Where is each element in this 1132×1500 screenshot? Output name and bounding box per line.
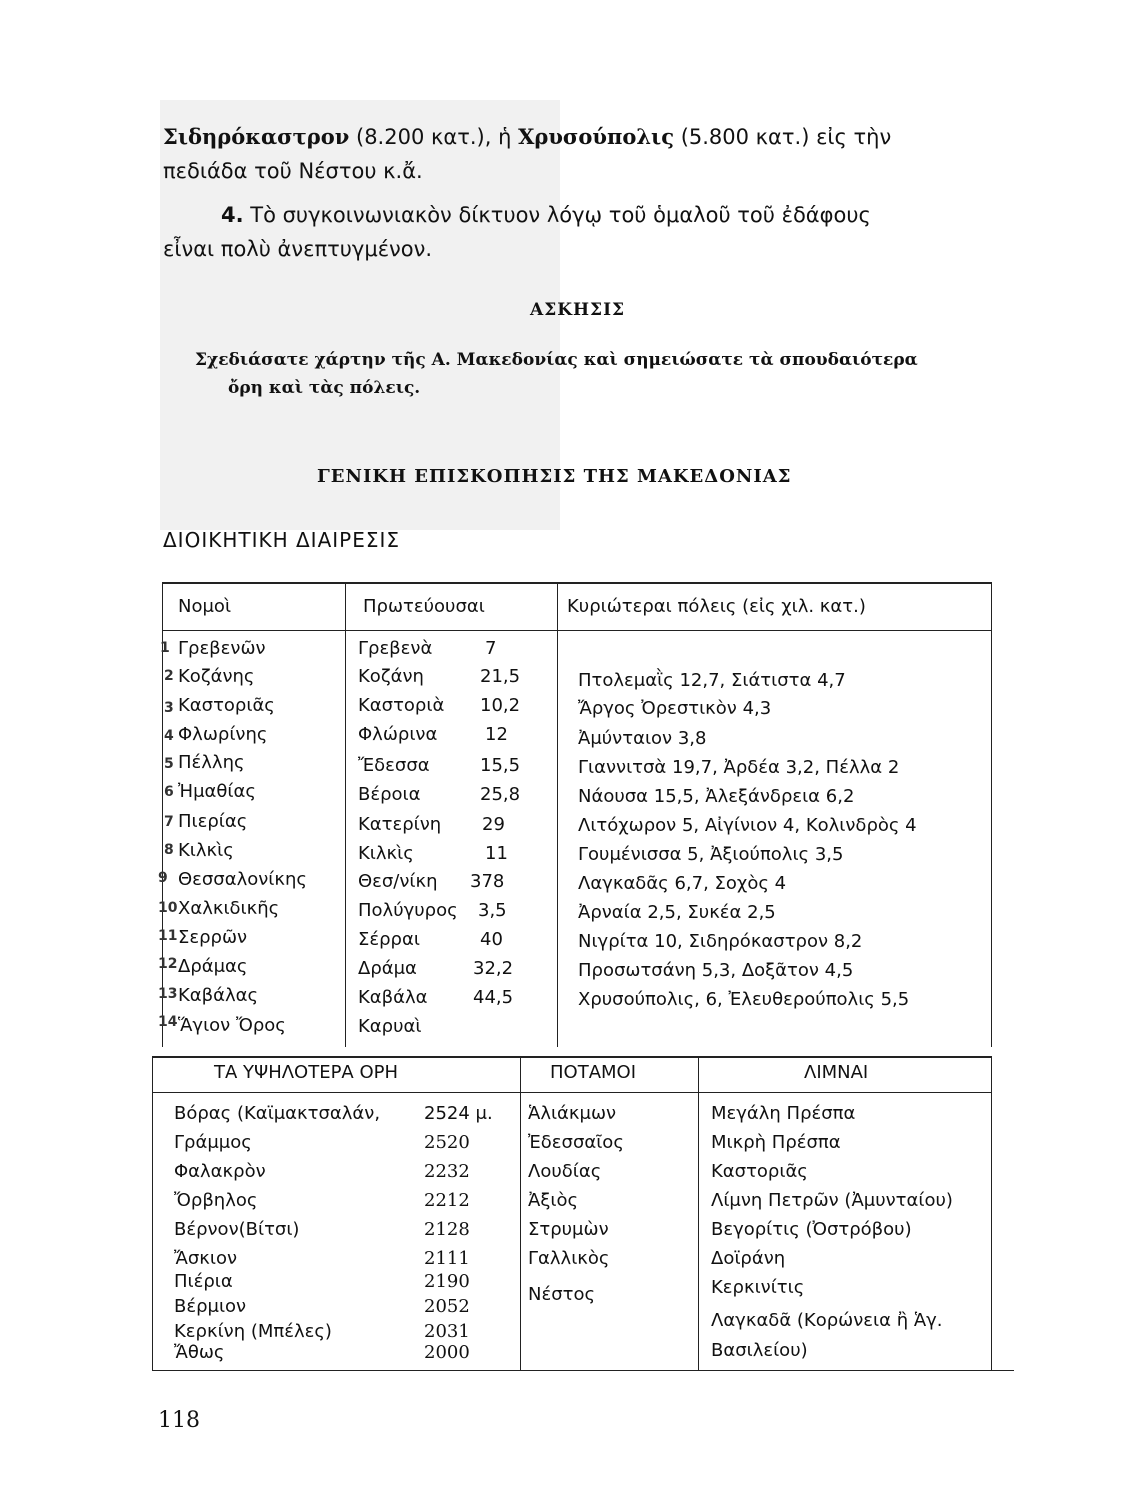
mountain-name: Κερκίνη (Μπέλες): [174, 1321, 332, 1342]
exercises-title: ΑΣΚΗΣΙΣ: [530, 300, 626, 320]
admin-table-header-rule: [162, 630, 992, 631]
nomos-cell: Χαλκιδικῆς: [178, 898, 280, 919]
sidirokastron-bold: Σιδηρόκαστρον: [163, 124, 350, 149]
pop-cell: 40: [480, 929, 503, 950]
item-4-text: Τὸ συγκοινωνιακὸν δίκτυον λόγῳ τοῦ ὁμαλοῦ τοῦ ἐδάφους: [243, 203, 871, 227]
row-marker: 1: [160, 640, 170, 656]
mountain-height: 2190: [424, 1271, 470, 1292]
capital-cell: Καστοριὰ: [358, 695, 445, 716]
nomos-cell: Καστοριᾶς: [178, 695, 275, 716]
river-name: Ἁλιάκμων: [528, 1103, 617, 1124]
cities-cell: Λαγκαδᾶς 6,7, Σοχὸς 4: [578, 873, 787, 894]
cities-cell: Πτολεμαῒς 12,7, Σιάτιστα 4,7: [578, 670, 846, 691]
mountain-name: Βέρνον(Βίτσι): [174, 1219, 300, 1240]
admin-header-cities: Κυριώτεραι πόλεις (εἰς χιλ. κατ.): [567, 596, 866, 617]
nomos-cell: Πιερίας: [178, 811, 248, 832]
cities-cell: Χρυσούπολις, 6, Ἐλευθερούπολις 5,5: [578, 989, 910, 1010]
cities-cell: Γουμένισσα 5, Ἀξιούπολις 3,5: [578, 844, 844, 865]
row-marker: 6: [164, 784, 174, 800]
capital-cell: Γρεβενὰ: [358, 638, 433, 659]
lake-name: Καστοριᾶς: [711, 1161, 808, 1182]
nomos-cell: Θεσσαλονίκης: [178, 869, 307, 890]
row-marker: 12: [158, 956, 178, 972]
nomos-cell: Κιλκὶς: [178, 840, 234, 861]
row-marker: 2: [164, 668, 174, 684]
mountain-height: 2031: [424, 1321, 470, 1342]
nomos-cell: Ἠμαθίας: [178, 781, 256, 802]
item-4: [163, 198, 1013, 266]
admin-col-rule-right: [991, 582, 992, 1047]
item-4-line-1: [163, 198, 1013, 232]
pop-cell: 44,5: [473, 987, 514, 1008]
capital-cell: Κατερίνη: [358, 814, 442, 835]
geo-table-top-rule: [152, 1056, 992, 1058]
pop-cell: 32,2: [473, 958, 514, 979]
capital-cell: Καβάλα: [358, 987, 428, 1008]
intro-line-2: πεδιάδα τοῦ Νέστου κ.ἄ.: [163, 159, 423, 183]
geo-col-rule-right: [991, 1056, 992, 1370]
mountain-height: 2520: [424, 1132, 470, 1153]
cities-cell: Ἄργος Ὀρεστικὸν 4,3: [578, 698, 772, 719]
capital-cell: Κιλκὶς: [358, 843, 414, 864]
pop-cell: 12: [485, 724, 508, 745]
nomos-cell: Δράμας: [178, 956, 248, 977]
river-name: Λουδίας: [528, 1161, 602, 1182]
lake-name: Λίμνη Πετρῶν (Ἀμυνταίου): [711, 1190, 953, 1211]
pop-cell: 3,5: [478, 900, 507, 921]
pop-cell: 378: [470, 871, 505, 892]
mountain-name: Πιέρια: [174, 1271, 233, 1292]
lake-name: Μεγάλη Πρέσπα: [711, 1103, 856, 1124]
mountain-height: 2128: [424, 1219, 470, 1240]
lake-name: Βασιλείου): [711, 1340, 808, 1361]
cities-cell: Προσωτσάνη 5,3, Δοξᾶτον 4,5: [578, 960, 854, 981]
capital-cell: Δράμα: [358, 958, 417, 979]
chrysoupolis-bold: Χρυσούπολις: [518, 124, 675, 149]
pop-cell: 10,2: [480, 695, 521, 716]
capital-cell: Κοζάνη: [358, 666, 424, 687]
cities-cell: Λιτόχωρον 5, Αἰγίνιον 4, Κολινδρὸς 4: [578, 815, 917, 836]
mountain-height: 2212: [424, 1190, 470, 1211]
geo-header-mountains: ΤΑ ΥΨΗΛΟΤΕΡΑ ΟΡΗ: [214, 1062, 399, 1083]
row-marker: 8: [164, 842, 174, 858]
capital-cell: Σέρραι: [358, 929, 420, 950]
exercises-line-1: Σχεδιάσατε χάρτην τῆς Α. Μακεδονίας καὶ σημειώσατε τὰ σπουδαιότερα: [195, 350, 918, 370]
pop-cell: 29: [482, 814, 505, 835]
nomos-cell: Καβάλας: [178, 985, 259, 1006]
capital-cell: Ἔδεσσα: [358, 755, 430, 776]
lake-name: Μικρὴ Πρέσπα: [711, 1132, 841, 1153]
geo-col-rule-1: [520, 1056, 521, 1370]
pop-cell: 21,5: [480, 666, 521, 687]
cities-cell: Γιαννιτσὰ 19,7, Ἀρδέα 3,2, Πέλλα 2: [578, 757, 900, 778]
mountain-height: 2111: [424, 1248, 470, 1269]
river-name: Γαλλικὸς: [528, 1248, 610, 1269]
pop-cell: 7: [485, 638, 497, 659]
mountain-name: Ἄθως: [174, 1342, 225, 1363]
cities-cell: Ἀμύνταιον 3,8: [578, 728, 707, 749]
row-marker: 13: [158, 986, 178, 1002]
mountain-name: Βέρμιον: [174, 1296, 247, 1317]
nomos-cell: Ἅγιον Ὄρος: [178, 1015, 286, 1036]
admin-header-capitals: Πρωτεύουσαι: [363, 596, 485, 617]
mountain-name: Γράμμος: [174, 1132, 252, 1153]
row-marker: 5: [164, 756, 174, 772]
geo-table-header-rule: [152, 1092, 992, 1093]
exercises-body: [195, 346, 1015, 402]
cities-cell: Νάουσα 15,5, Ἀλεξάνδρεια 6,2: [578, 786, 855, 807]
mountain-name: Φαλακρὸν: [174, 1161, 266, 1182]
nomos-cell: Φλωρίνης: [178, 724, 268, 745]
mountain-height: 2052: [424, 1296, 470, 1317]
cities-cell: Νιγρίτα 10, Σιδηρόκαστρον 8,2: [578, 931, 863, 952]
row-marker: 9: [158, 870, 168, 886]
river-name: Ἀξιὸς: [528, 1190, 579, 1211]
nomos-cell: Σερρῶν: [178, 927, 248, 948]
nomos-cell: Κοζάνης: [178, 666, 255, 687]
row-marker: 3: [164, 700, 174, 716]
pop-cell: 11: [485, 843, 508, 864]
nomos-cell: Πέλλης: [178, 752, 245, 773]
intro-line-1: [163, 120, 1013, 154]
overview-title: ΓΕΝΙΚΗ ΕΠΙΣΚΟΠΗΣΙΣ ΤΗΣ ΜΑΚΕΔΟΝΙΑΣ: [317, 466, 792, 487]
capital-cell: Βέροια: [358, 784, 421, 805]
pop-cell: 25,8: [480, 784, 521, 805]
exercises-line-2: ὄρη καὶ τὰς πόλεις.: [228, 378, 421, 398]
page-number: 118: [158, 1408, 200, 1433]
item-4-line-2: εἶναι πολὺ ἀνεπτυγμένον.: [163, 237, 433, 261]
row-marker: 11: [158, 928, 178, 944]
admin-table-top-rule: [162, 582, 992, 584]
geo-table-bottom-rule: [152, 1370, 1014, 1371]
mountain-name: Ἄσκιον: [174, 1248, 238, 1269]
geo-col-rule-2: [698, 1056, 699, 1370]
cities-cell: Ἀρναία 2,5, Συκέα 2,5: [578, 902, 776, 923]
mountain-height: 2232: [424, 1161, 470, 1182]
mountain-name: Ὄρβηλος: [174, 1190, 258, 1211]
capital-cell: Θεσ/νίκη: [358, 871, 438, 892]
river-name: Ἐδεσσαῖος: [528, 1132, 624, 1153]
intro-mid: (8.200 κατ.), ἡ: [349, 125, 519, 149]
admin-col-rule-2: [557, 582, 558, 1047]
item-4-number: 4.: [221, 203, 244, 227]
lake-name: Κερκινίτις: [711, 1277, 805, 1298]
mountain-name: Βόρας (Καϊμακτσαλάν,: [174, 1103, 381, 1124]
lake-name: Δοϊράνη: [711, 1248, 786, 1269]
river-name: Νέστος: [528, 1284, 596, 1305]
row-marker: 10: [158, 900, 178, 916]
row-marker: 14: [158, 1014, 178, 1030]
lake-name: Βεγορίτις (Ὀστρόβου): [711, 1219, 912, 1240]
row-marker: 4: [164, 728, 174, 744]
geo-header-rivers: ΠΟΤΑΜΟΙ: [550, 1062, 637, 1083]
mountain-height: 2524 μ.: [424, 1103, 493, 1124]
mountain-height: 2000: [424, 1342, 470, 1363]
intro-paragraph: [163, 120, 1013, 188]
geo-header-lakes: ΛΙΜΝΑΙ: [804, 1062, 869, 1083]
admin-header-nomoi: Νομοὶ: [178, 596, 232, 617]
capital-cell: Πολύγυρος: [358, 900, 458, 921]
row-marker: 7: [164, 814, 174, 830]
capital-cell: Καρυαὶ: [358, 1016, 422, 1037]
pop-cell: 15,5: [480, 755, 521, 776]
nomos-cell: Γρεβενῶν: [178, 638, 266, 659]
capital-cell: Φλώρινα: [358, 724, 438, 745]
intro-end: (5.800 κατ.) εἰς τὴν: [674, 125, 892, 149]
river-name: Στρυμὼν: [528, 1219, 609, 1240]
admin-col-rule-1: [345, 582, 346, 1047]
geo-col-rule-left: [152, 1056, 153, 1370]
admin-title: ΔΙΟΙΚΗΤΙΚΗ ΔΙΑΙΡΕΣΙΣ: [163, 528, 401, 552]
lake-name: Λαγκαδᾶ (Κορώνεια ἢ Ἁγ.: [711, 1310, 943, 1331]
